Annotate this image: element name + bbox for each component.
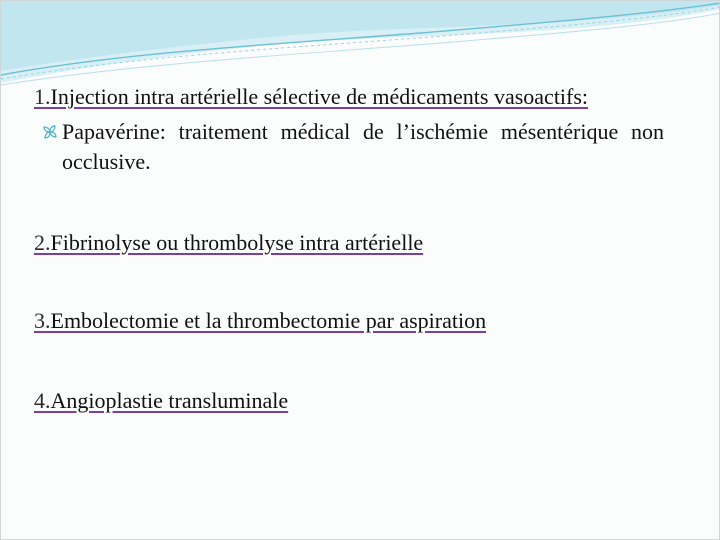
item-1-bullet — [34, 117, 664, 177]
item-2-title: Fibrinolyse ou thrombolyse intra artérielle — [50, 230, 424, 255]
item-1-heading — [34, 83, 664, 111]
pinwheel-bullet-icon — [42, 125, 58, 139]
item-4-heading — [34, 387, 664, 415]
content-area — [34, 83, 664, 415]
item-3-heading — [34, 307, 664, 335]
item-3-number: 3. — [34, 308, 51, 333]
item-4-title: Angioplastie transluminale — [50, 388, 289, 413]
item-2-number: 2. — [34, 230, 51, 255]
item-3-title: Embolectomie et la thrombectomie par aspiration — [50, 308, 487, 333]
item-1-number: 1. — [34, 84, 51, 109]
header-wave-decoration — [1, 1, 720, 91]
item-1-bullet-text: Papavérine: traitement médical de l’ischémie mésentérique non occlusive. — [62, 119, 664, 174]
item-4-number: 4. — [34, 388, 51, 413]
item-1-title: Injection intra artérielle sélective de médicaments vasoactifs: — [50, 84, 589, 109]
item-2-heading — [34, 229, 664, 257]
